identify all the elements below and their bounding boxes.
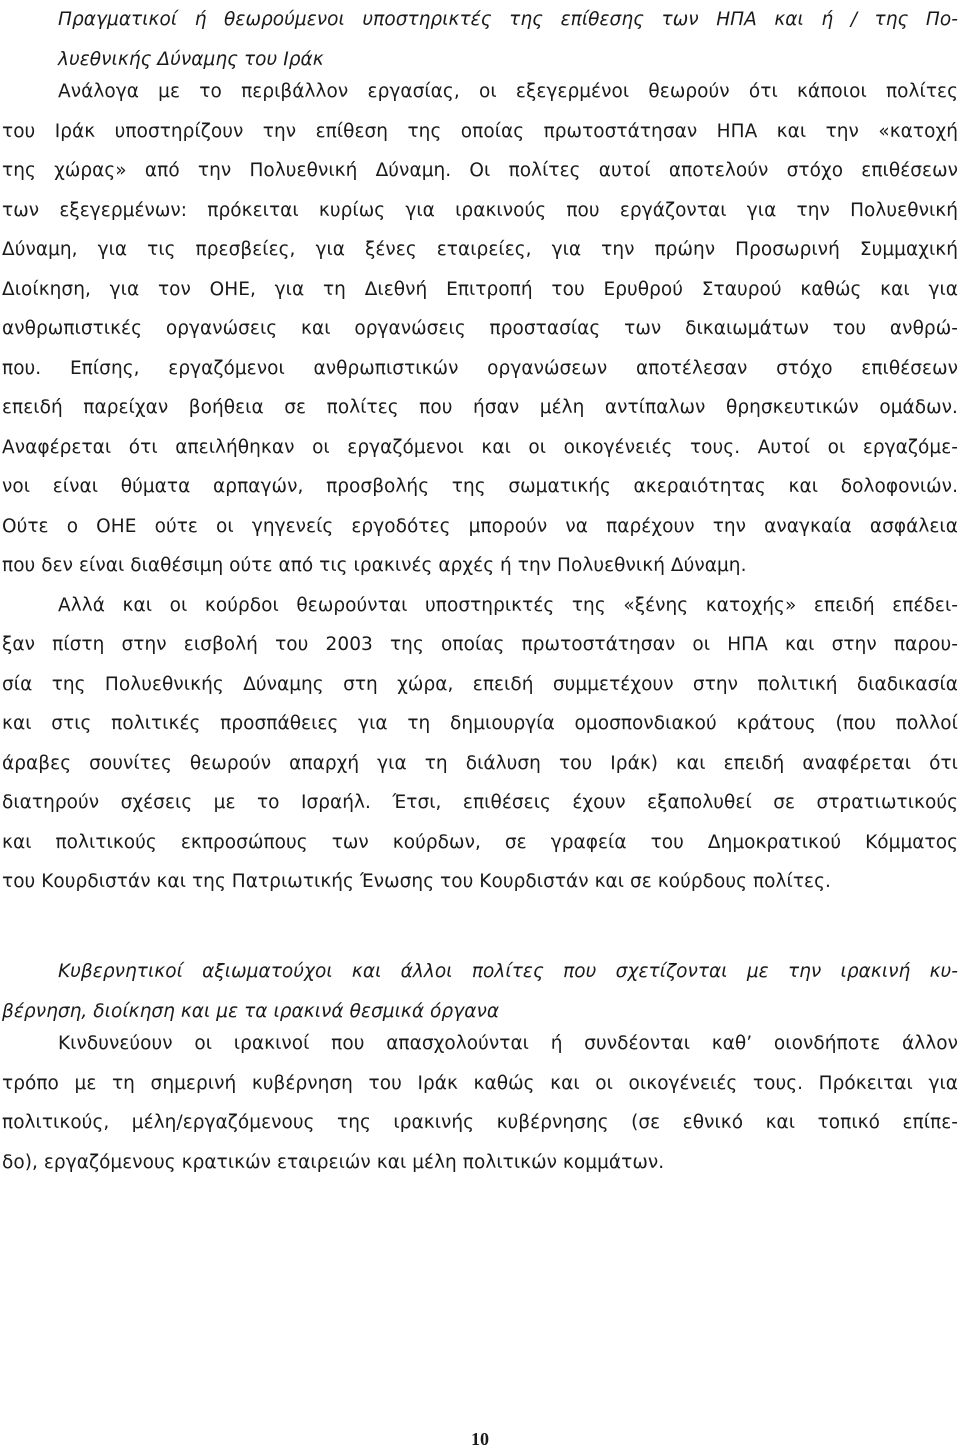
- heading-line: Κυβερνητικοί αξιωματούχοι και άλλοι πολίτες που σχετίζονται με την ιρακινή κυ-: [58, 961, 958, 982]
- paragraph-line: επειδή παρείχαν βοήθεια σε πολίτες που ήσαν μέλη αντίπαλων θρησκευτικών ομάδων.: [2, 397, 958, 418]
- heading-line: λυεθνικής Δύναμης του Ιράκ: [58, 48, 324, 70]
- paragraph-line: δο), εργαζόμενους κρατικών εταιρειών και μέλη πολιτικών κομμάτων.: [2, 1151, 665, 1173]
- paragraph-line: Δύναμη, για τις πρεσβείες, για ξένες εταιρείες, για την πρώην Προσωρινή Συμμαχική: [2, 239, 958, 260]
- section-heading-officials: [2, 952, 958, 1031]
- section-body-supporters: [2, 72, 958, 902]
- paragraph-line: και πολιτικούς εκπροσώπους των κούρδων, σε γραφεία του Δημοκρατικού Κόμματος: [2, 831, 958, 853]
- paragraph-line: των εξεγερμένων: πρόκειται κυρίως για ιρακινούς που εργάζονται για την Πολυεθνική: [2, 199, 958, 221]
- paragraph-line: Κινδυνεύουν οι ιρακινοί που απασχολούνται ή συνδέονται καθ’ οιονδήποτε άλλον: [58, 1033, 958, 1054]
- paragraph-line: του Ιράκ υποστηρίζουν την επίθεση της οποίας πρωτοστάτησαν ΗΠΑ και την «κατοχή: [2, 120, 958, 142]
- section-body-officials: [2, 1024, 958, 1182]
- heading-line: βέρνηση, διοίκηση και με τα ιρακινά θεσμικά όργανα: [2, 1000, 500, 1022]
- paragraph-line: της χώρας» από την Πολυεθνική Δύναμη. Οι πολίτες αυτοί αποτελούν στόχο επιθέσεων: [2, 160, 958, 181]
- paragraph-line: Αναφέρεται ότι απειλήθηκαν οι εργαζόμενοι και οι οικογένειές τους. Αυτοί οι εργαζόμε-: [2, 436, 958, 458]
- paragraph-line: και στις πολιτικές προσπάθειες για τη δημιουργία ομοσπονδιακού κράτους (που πολλοί: [2, 713, 958, 734]
- paragraph-line: Διοίκηση, για τον ΟΗΕ, για τη Διεθνή Επιτροπή του Ερυθρού Σταυρού καθώς και για: [2, 278, 958, 300]
- paragraph-line: που. Επίσης, εργαζόμενοι ανθρωπιστικών οργανώσεων αποτέλεσαν στόχο επιθέσεων: [2, 357, 958, 379]
- paragraph-line: τρόπο με τη σημερινή κυβέρνηση του Ιράκ καθώς και οι οικογένειές τους. Πρόκειται για: [2, 1072, 958, 1094]
- section-heading-supporters: [2, 0, 958, 79]
- paragraph-line: ανθρωπιστικές οργανώσεις και οργανώσεις προστασίας των δικαιωμάτων του ανθρώ-: [2, 318, 958, 339]
- paragraph-line: Ούτε ο ΟΗΕ ούτε οι γηγενείς εργοδότες μπορούν να παρέχουν την αναγκαία ασφάλεια: [2, 515, 958, 537]
- heading-line: Πραγματικοί ή θεωρούμενοι υποστηρικτές της επίθεσης των ΗΠΑ και ή / της Πο-: [58, 9, 958, 30]
- paragraph-line: πολιτικούς, μέλη/εργαζόμενους της ιρακινής κυβέρνησης (σε εθνικό και τοπικό επίπε-: [2, 1112, 958, 1133]
- paragraph-line: που δεν είναι διαθέσιμη ούτε από τις ιρακινές αρχές ή την Πολυεθνική Δύναμη.: [2, 555, 747, 576]
- paragraph-line: Αλλά και οι κούρδοι θεωρούνται υποστηρικτές της «ξένης κατοχής» επειδή επέδει-: [58, 594, 958, 616]
- paragraph-line: ξαν πίστη στην εισβολή του 2003 της οποίας πρωτοστάτησαν οι ΗΠΑ και στην παρου-: [2, 634, 958, 655]
- paragraph-line: του Κουρδιστάν και της Πατριωτικής Ένωσης του Κουρδιστάν και σε κούρδους πολίτες.: [2, 871, 831, 892]
- paragraph-line: Ανάλογα με το περιβάλλον εργασίας, οι εξεγερμένοι θεωρούν ότι κάποιοι πολίτες: [58, 81, 958, 102]
- paragraph-line: διατηρούν σχέσεις με το Ισραήλ. Έτσι, επιθέσεις έχουν εξαπολυθεί σε στρατιωτικούς: [2, 792, 958, 813]
- paragraph-line: σία της Πολυεθνικής Δύναμης στη χώρα, επειδή συμμετέχουν στην πολιτική διαδικασία: [2, 673, 958, 695]
- paragraph-line: άραβες σουνίτες θεωρούν απαρχή για τη διάλυση του Ιράκ) και επειδή αναφέρεται ότι: [2, 752, 958, 774]
- page-number: 10: [471, 1429, 489, 1449]
- paragraph-line: νοι είναι θύματα αρπαγών, προσβολής της σωματικής ακεραιότητας και δολοφονιών.: [2, 476, 958, 497]
